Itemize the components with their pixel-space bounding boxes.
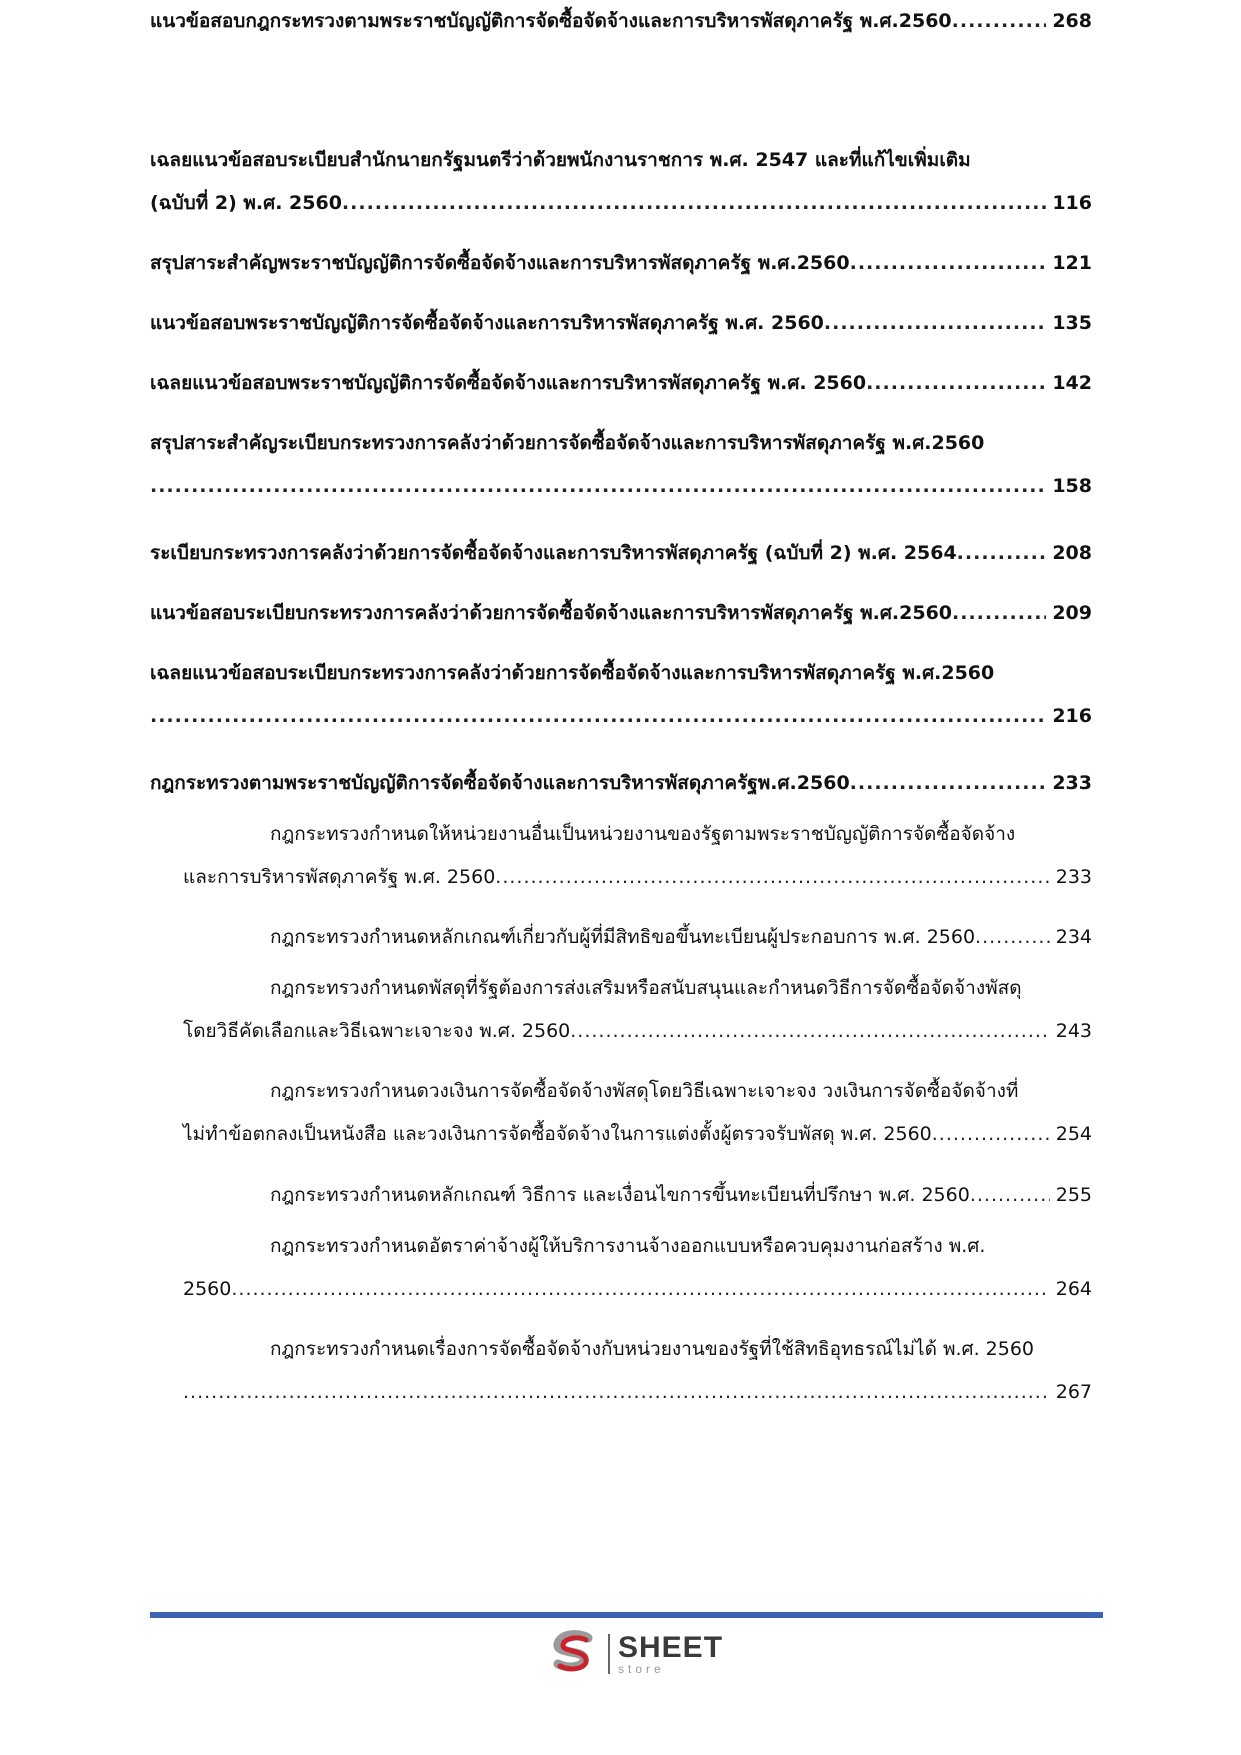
toc-entry-title: ระเบียบกระทรวงการคลังว่าด้วยการจัดซื้อจัดจ้างและการบริหารพัสดุภาครัฐ (ฉบับที่ 2) พ.ศ. 2564 xyxy=(150,542,957,564)
toc-page-number: 264 xyxy=(1055,1278,1092,1300)
toc-entry[interactable] xyxy=(150,242,1092,285)
toc-entry-title: 2560 xyxy=(183,1278,232,1300)
toc-entry[interactable] xyxy=(150,652,1092,738)
toc-entry-line xyxy=(150,302,1092,345)
toc-entry-title-line: สรุปสาระสำคัญระเบียบกระทรวงการคลังว่าด้วยการจัดซื้อจัดจ้างและการบริหารพัสดุภาครัฐ พ.ศ.2560 xyxy=(150,432,985,454)
toc-entry-title: แนวข้อสอบพระราชบัญญัติการจัดซื้อจัดจ้างและการบริหารพัสดุภาครัฐ พ.ศ. 2560 xyxy=(150,312,824,334)
toc-entry-line xyxy=(150,1371,1092,1414)
toc-entry[interactable] xyxy=(150,1225,1092,1311)
dot-leader xyxy=(824,302,1046,345)
toc-entry[interactable] xyxy=(150,422,1092,508)
toc-page-number: 234 xyxy=(1055,926,1092,948)
toc-entry[interactable] xyxy=(150,532,1092,575)
toc-entry-line xyxy=(150,1113,1092,1156)
toc-entry-title-line: กฎกระทรวงกำหนดให้หน่วยงานอื่นเป็นหน่วยงานของรัฐตามพระราชบัญญัติการจัดซื้อจัดจ้าง xyxy=(270,823,1016,845)
toc-page-number: 233 xyxy=(1052,772,1092,794)
toc-entry[interactable] xyxy=(150,1174,1092,1217)
dot-leader xyxy=(342,182,1046,225)
dot-leader xyxy=(850,242,1047,285)
toc-page-number: 208 xyxy=(1052,542,1092,564)
toc-page-number: 268 xyxy=(1052,10,1092,32)
logo-divider xyxy=(608,1634,610,1674)
toc-page-number: 116 xyxy=(1052,192,1092,214)
toc-entry-title: ไม่ทำข้อตกลงเป็นหนังสือ และวงเงินการจัดซื้อจัดจ้างในการแต่งตั้งผู้ตรวจรับพัสดุ พ.ศ. 2560 xyxy=(183,1123,932,1145)
dot-leader xyxy=(150,695,1046,738)
dot-leader xyxy=(150,465,1046,508)
toc-entry-line xyxy=(150,182,1092,225)
toc-entry[interactable] xyxy=(150,139,1092,225)
toc-entry[interactable] xyxy=(150,967,1092,1053)
toc-entry-line xyxy=(150,532,1092,575)
toc-entry-title: กฎกระทรวงตามพระราชบัญญัติการจัดซื้อจัดจ้างและการบริหารพัสดุภาครัฐพ.ศ.2560 xyxy=(150,772,850,794)
toc-page-number: 135 xyxy=(1052,312,1092,334)
toc-entry-title-line: เฉลยแนวข้อสอบระเบียบกระทรวงการคลังว่าด้วยการจัดซื้อจัดจ้างและการบริหารพัสดุภาครัฐ พ.ศ.2560 xyxy=(150,662,995,684)
footer-rule xyxy=(150,1612,1103,1618)
toc-page-number: 267 xyxy=(1055,1381,1092,1403)
toc-entry-title-line: กฎกระทรวงกำหนดวงเงินการจัดซื้อจัดจ้างพัสดุโดยวิธีเฉพาะเจาะจง วงเงินการจัดซื้อจัดจ้างที่ xyxy=(270,1080,1019,1102)
dot-leader xyxy=(952,592,1046,635)
toc-entry-title: แนวข้อสอบกฎกระทรวงตามพระราชบัญญัติการจัดซื้อจัดจ้างและการบริหารพัสดุภาครัฐ พ.ศ.2560 xyxy=(150,10,952,32)
toc-entry-line xyxy=(150,592,1092,635)
toc-page-number: 209 xyxy=(1052,602,1092,624)
sheet-store-logo xyxy=(548,1628,728,1680)
toc-entry[interactable] xyxy=(150,813,1092,899)
toc-page-number: 142 xyxy=(1052,372,1092,394)
toc-entry-line xyxy=(150,362,1092,405)
toc-entry-title: และการบริหารพัสดุภาครัฐ พ.ศ. 2560 xyxy=(183,866,496,888)
toc-page-number: 254 xyxy=(1055,1123,1092,1145)
dot-leader xyxy=(495,856,1049,899)
toc-entry-line xyxy=(150,762,1092,805)
toc-entry[interactable] xyxy=(150,0,1092,43)
dot-leader xyxy=(970,1174,1050,1217)
toc-entry[interactable] xyxy=(150,302,1092,345)
toc-entry-title: (ฉบับที่ 2) พ.ศ. 2560 xyxy=(150,192,342,214)
toc-entry-title: เฉลยแนวข้อสอบพระราชบัญญัติการจัดซื้อจัดจ้างและการบริหารพัสดุภาครัฐ พ.ศ. 2560 xyxy=(150,372,867,394)
toc-entry[interactable] xyxy=(150,592,1092,635)
toc-page-number: 233 xyxy=(1055,866,1092,888)
toc-entry-title: กฎกระทรวงกำหนดหลักเกณฑ์เกี่ยวกับผู้ที่มีสิทธิขอขึ้นทะเบียนผู้ประกอบการ พ.ศ. 2560 xyxy=(270,926,976,948)
toc-entry[interactable] xyxy=(150,1070,1092,1156)
toc-entry-title-line: กฎกระทรวงกำหนดอัตราค่าจ้างผู้ให้บริการงานจ้างออกแบบหรือควบคุมงานก่อสร้าง พ.ศ. xyxy=(270,1235,986,1257)
toc-entry-line xyxy=(150,0,1092,43)
toc-entry-line xyxy=(150,1174,1092,1217)
toc-entry-line xyxy=(150,856,1092,899)
toc-entry-line xyxy=(150,242,1092,285)
dot-leader xyxy=(570,1010,1049,1053)
toc-entry-title-line: กฎกระทรวงกำหนดเรื่องการจัดซื้อจัดจ้างกับหน่วยงานของรัฐที่ใช้สิทธิอุทธรณ์ไม่ได้ พ.ศ. 2560 xyxy=(270,1338,1034,1360)
dot-leader xyxy=(932,1113,1050,1156)
toc-entry-line xyxy=(150,1010,1092,1053)
toc-page-number: 216 xyxy=(1052,705,1092,727)
logo-s-icon xyxy=(548,1628,600,1680)
dot-leader xyxy=(850,762,1047,805)
dot-leader xyxy=(866,362,1046,405)
toc-entry[interactable] xyxy=(150,762,1092,805)
toc-entry-title-line: กฎกระทรวงกำหนดพัสดุที่รัฐต้องการส่งเสริมหรือสนับสนุนและกำหนดวิธีการจัดซื้อจัดจ้างพัสดุ xyxy=(270,977,1022,999)
toc-entry-title: สรุปสาระสำคัญพระราชบัญญัติการจัดซื้อจัดจ้างและการบริหารพัสดุภาครัฐ พ.ศ.2560 xyxy=(150,252,850,274)
toc-entry-line xyxy=(150,465,1092,508)
toc-entry[interactable] xyxy=(150,916,1092,959)
logo-text: SHEET xyxy=(618,1631,724,1664)
dot-leader xyxy=(957,532,1047,575)
toc-page-number: 255 xyxy=(1055,1184,1092,1206)
toc-page-number: 158 xyxy=(1052,475,1092,497)
dot-leader xyxy=(952,0,1047,43)
toc-entry-title-line: เฉลยแนวข้อสอบระเบียบสำนักนายกรัฐมนตรีว่าด้วยพนักงานราชการ พ.ศ. 2547 และที่แก้ไขเพิ่มเติม xyxy=(150,149,971,171)
dot-leader xyxy=(975,916,1050,959)
toc-entry[interactable] xyxy=(150,1328,1092,1414)
toc-entry-line xyxy=(150,916,1092,959)
toc-entry-line xyxy=(150,1268,1092,1311)
toc-entry[interactable] xyxy=(150,362,1092,405)
toc-entry-line xyxy=(150,695,1092,738)
dot-leader xyxy=(183,1371,1050,1414)
toc-entry-title: โดยวิธีคัดเลือกและวิธีเฉพาะเจาะจง พ.ศ. 2560 xyxy=(183,1020,571,1042)
toc-page-number: 243 xyxy=(1055,1020,1092,1042)
dot-leader xyxy=(231,1268,1049,1311)
toc-entry-title: กฎกระทรวงกำหนดหลักเกณฑ์ วิธีการ และเงื่อนไขการขึ้นทะเบียนที่ปรึกษา พ.ศ. 2560 xyxy=(270,1184,970,1206)
toc-entry-title: แนวข้อสอบระเบียบกระทรวงการคลังว่าด้วยการจัดซื้อจัดจ้างและการบริหารพัสดุภาครัฐ พ.ศ.2560 xyxy=(150,602,953,624)
toc-page-number: 121 xyxy=(1052,252,1092,274)
logo-subtext: store xyxy=(618,1662,665,1676)
